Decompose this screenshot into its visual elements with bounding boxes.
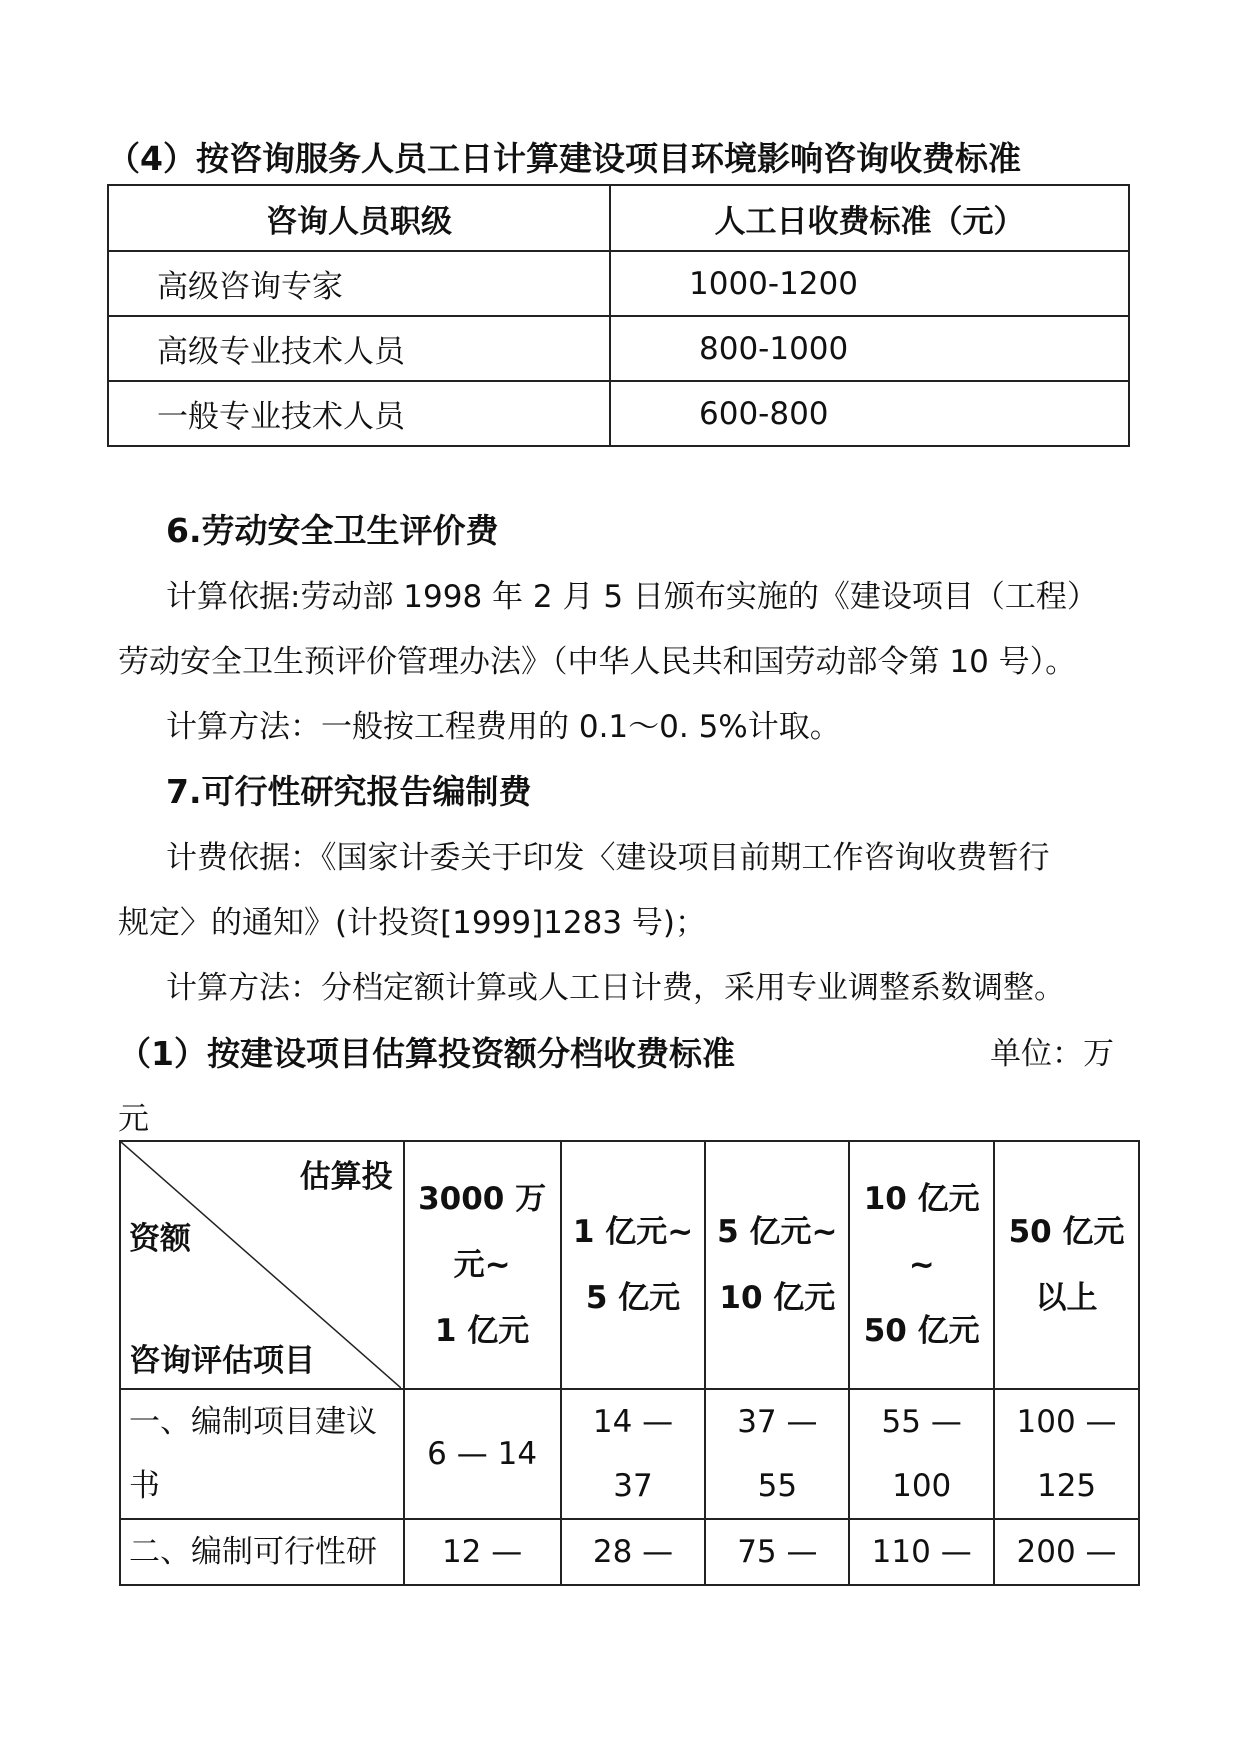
daily-fee-cell: 800-1000	[610, 316, 1129, 381]
table-row	[108, 251, 1129, 316]
fee-line: 37 —	[737, 1404, 818, 1440]
corner-label-investment: 估算投	[299, 1159, 393, 1195]
unit-label: 单位：万	[990, 1036, 1114, 1072]
column-header-50y-plus	[994, 1141, 1139, 1389]
feasibility-fee-table	[119, 1140, 1140, 1586]
fee-line: 37	[613, 1468, 653, 1504]
column-header-line: 1 亿元~	[572, 1214, 694, 1250]
fee-line: 55 —	[881, 1404, 962, 1440]
column-header-line: 10 亿元	[863, 1181, 980, 1217]
staff-level-cell: 一般专业技术人员	[108, 381, 610, 446]
row-label-line: 书	[129, 1468, 160, 1504]
table-row	[108, 316, 1129, 381]
fee-cell	[994, 1389, 1139, 1519]
column-header-1y-5y	[561, 1141, 706, 1389]
section-7-title: 7.可行性研究报告编制费	[166, 772, 532, 811]
column-header-5y-10y	[705, 1141, 849, 1389]
corner-label-items: 咨询评估项目	[129, 1343, 315, 1379]
fee-cell: 28 —	[561, 1519, 706, 1585]
corner-label-amount: 资额	[129, 1221, 191, 1257]
fee-cell	[849, 1389, 994, 1519]
column-header-line: 以上	[1035, 1280, 1098, 1316]
section-4-title: （4）按咨询服务人员工日计算建设项目环境影响咨询收费标准	[107, 139, 1021, 178]
fee-line: 100 —	[1016, 1404, 1117, 1440]
row-label-feasibility: 二、编制可行性研	[120, 1519, 404, 1585]
column-header-3000w-1y	[404, 1141, 561, 1389]
column-header-line: 50 亿元	[863, 1313, 980, 1349]
fee-cell: 110 —	[849, 1519, 994, 1585]
row-label-proposal	[120, 1389, 404, 1519]
unit-label-continued: 元	[118, 1101, 149, 1137]
fee-line: 100	[892, 1468, 952, 1504]
table-row	[120, 1389, 1139, 1519]
diagonal-header-cell	[120, 1141, 404, 1389]
section-7-basis-line-1: 计费依据：《国家计委关于印发〈建设项目前期工作咨询收费暂行	[166, 840, 1050, 876]
fee-cell: 12 —	[404, 1519, 561, 1585]
section-7-basis-line-2: 规定〉的通知》(计投资[1999]1283 号)；	[118, 905, 707, 941]
column-header-10y-50y	[849, 1141, 994, 1389]
column-header-line: 10 亿元	[719, 1280, 836, 1316]
section-6-basis-line-2: 劳动安全卫生预评价管理办法》（中华人民共和国劳动部令第 10 号）。	[118, 644, 1077, 680]
staff-level-cell: 高级咨询专家	[108, 251, 610, 316]
consulting-staff-fee-table	[107, 184, 1130, 447]
column-header-line: 5 亿元~	[717, 1214, 838, 1250]
header-daily-fee: 人工日收费标准（元）	[610, 185, 1129, 251]
section-6-method: 计算方法：一般按工程费用的 0.1～0. 5%计取。	[166, 709, 841, 745]
daily-fee-cell: 1000-1200	[610, 251, 1129, 316]
column-header-line: 5 亿元	[585, 1280, 681, 1316]
section-6-basis-line-1: 计算依据:劳动部 1998 年 2 月 5 日颁布实施的《建设项目（工程）	[166, 579, 1098, 615]
staff-level-cell: 高级专业技术人员	[108, 316, 610, 381]
column-header-line: 元~	[453, 1247, 511, 1283]
fee-line: 14 —	[592, 1404, 674, 1440]
fee-line: 125	[1036, 1468, 1097, 1504]
table-header-row	[120, 1141, 1139, 1389]
section-7-method: 计算方法：分档定额计算或人工日计费，采用专业调整系数调整。	[166, 970, 1065, 1006]
fee-cell: 75 —	[705, 1519, 849, 1585]
column-header-line: 1 亿元	[434, 1313, 530, 1349]
header-staff-level: 咨询人员职级	[108, 185, 610, 251]
column-header-line: 50 亿元	[1008, 1214, 1125, 1250]
fee-cell: 6 — 14	[404, 1389, 561, 1519]
fee-cell	[561, 1389, 706, 1519]
fee-line: 55	[757, 1468, 798, 1504]
column-header-line: ~	[908, 1247, 935, 1283]
fee-cell	[705, 1389, 849, 1519]
row-label-line: 一、编制项目建议	[129, 1404, 377, 1440]
table-row	[120, 1519, 1139, 1585]
table-row	[108, 381, 1129, 446]
fee-cell: 200 —	[994, 1519, 1139, 1585]
column-header-line: 3000 万	[418, 1181, 547, 1217]
daily-fee-cell: 600-800	[610, 381, 1129, 446]
section-7-sub-1-title: （1）按建设项目估算投资额分档收费标准	[118, 1034, 735, 1073]
section-6-title: 6.劳动安全卫生评价费	[166, 511, 499, 550]
table-header-row	[108, 185, 1129, 251]
